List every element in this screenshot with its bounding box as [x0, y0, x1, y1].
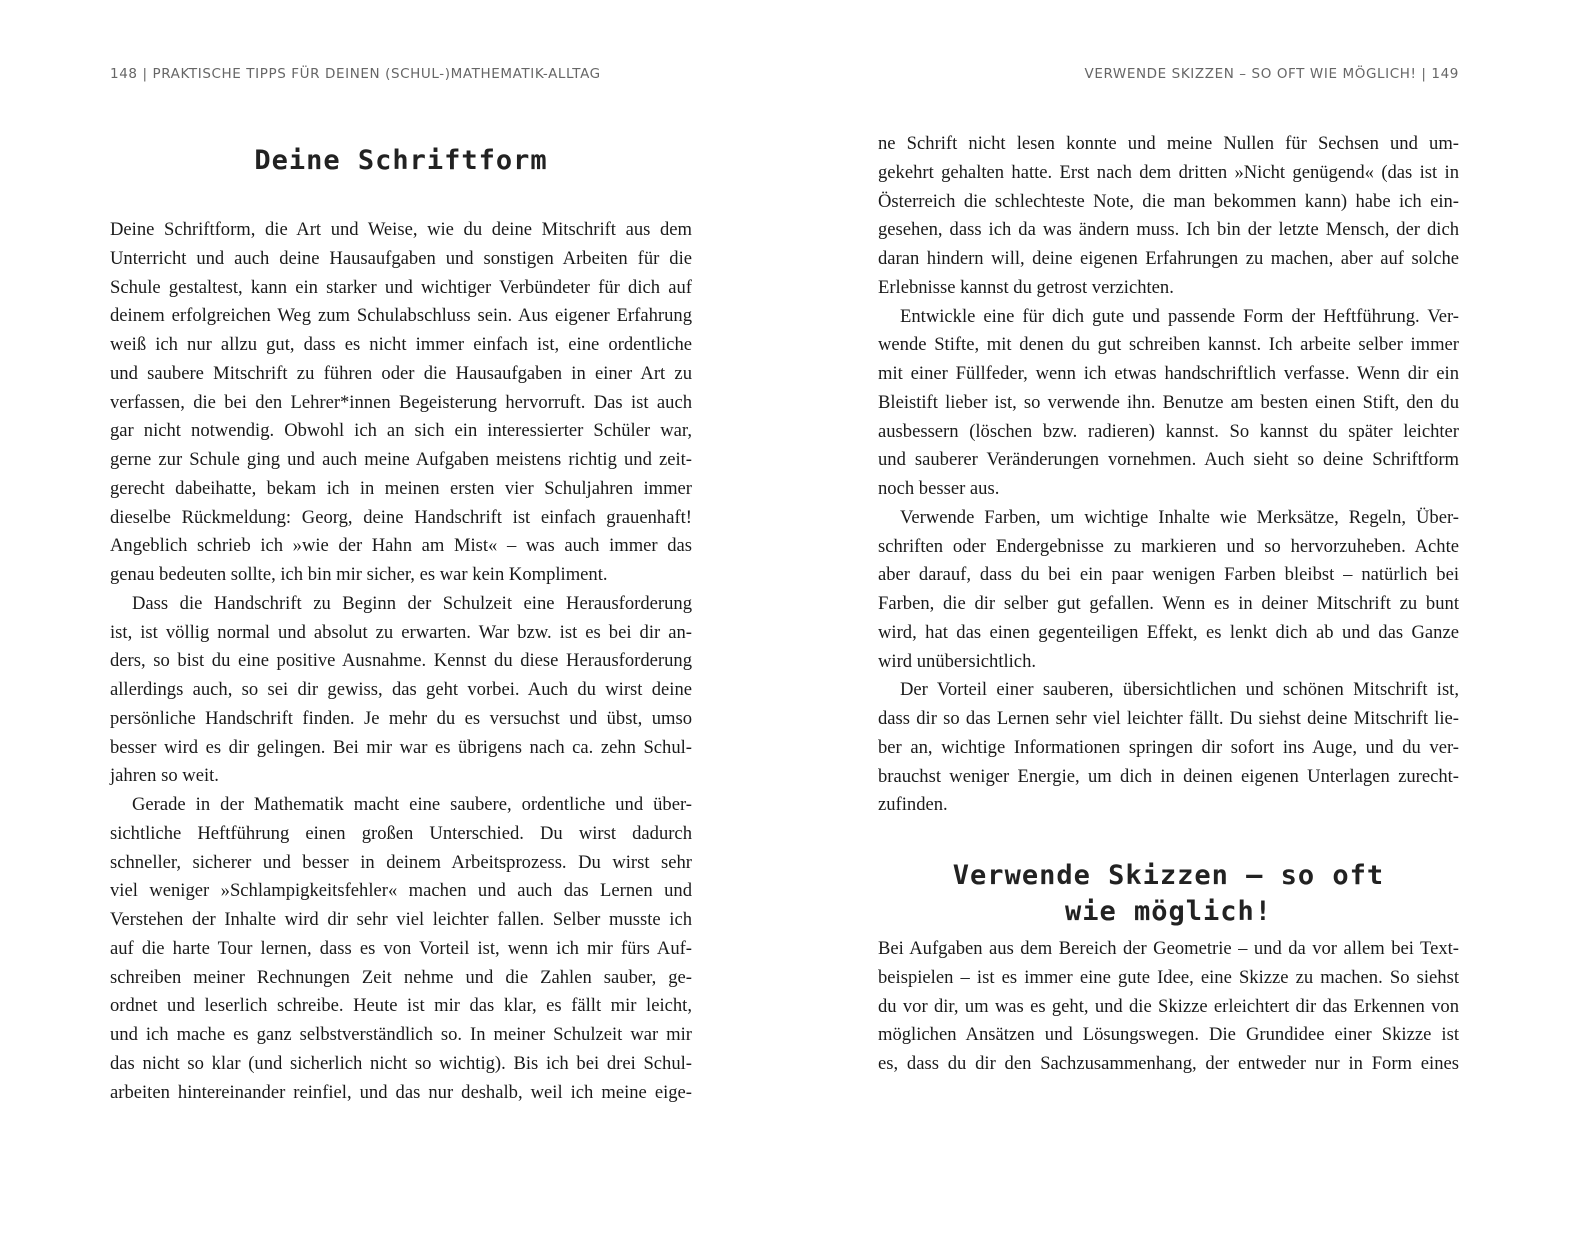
section-heading-skizzen	[878, 858, 1459, 930]
text-line: Unterricht und auch deine Hausaufgaben und sonstigen Arbeiten für die	[110, 247, 692, 269]
text-line: viel weniger »Schlampigkeitsfehler« machen und auch das Lernen und	[110, 880, 692, 902]
text-line: und ich mache es ganz selbstverständlich so. In meiner Schulzeit war mir	[110, 1024, 692, 1045]
text-line: noch besser aus.	[878, 478, 1000, 499]
text-line: wird unübersichtlich.	[878, 650, 1037, 672]
text-line: Der Vorteil einer sauberen, übersichtlichen und schönen Mitschrift ist,	[900, 679, 1459, 701]
section-heading-schriftform: Deine Schriftform	[254, 145, 548, 176]
text-line: ders, so bist du eine positive Ausnahme. Kennst du diese Herausforderung	[110, 650, 692, 672]
running-head-left: 148 | PRAKTISCHE TIPPS FÜR DEINEN (SCHUL-)MATHEMATIK-ALLTAG	[110, 66, 601, 82]
text-line: und sauberer Veränderungen vornehmen. Auch sieht so deine Schriftform	[878, 449, 1459, 471]
text-line: möglichen Ansätzen und Lösungswegen. Die Grundidee einer Skizze ist	[878, 1024, 1459, 1046]
text-line: weiß ich nur allzu gut, dass es nicht immer einfach ist, eine ordentliche	[110, 334, 692, 355]
text-line: Bei Aufgaben aus dem Bereich der Geometrie – und da vor allem bei Text-	[878, 938, 1459, 959]
text-line: Verwende Farben, um wichtige Inhalte wie Merksätze, Regeln, Über-	[900, 506, 1459, 528]
text-line: wird, hat das einen gegenteiligen Effekt, es lenkt dich ab und das Ganze	[878, 621, 1459, 643]
text-line: Bleistift lieber ist, so verwende ihn. Benutze am besten einen Stift, den du	[878, 391, 1459, 413]
paragraph	[878, 130, 1459, 303]
text-line: ber an, wichtige Informationen springen dir sofort ins Auge, und du ver-	[878, 736, 1459, 758]
running-head-right: VERWENDE SKIZZEN – SO OFT WIE MÖGLICH! | 149	[1084, 66, 1459, 82]
text-line: daran hindern will, deine eigenen Erfahrungen zu machen, aber auf solche	[878, 248, 1459, 269]
paragraph	[110, 590, 692, 791]
text-line: jahren so weit.	[110, 765, 219, 787]
text-line: verfassen, die bei den Lehrer*innen Begeisterung hervorruft. Das ist auch	[110, 391, 692, 413]
text-line: schneller, sicherer und besser in deinem Arbeitsprozess. Du wirst sehr	[110, 851, 692, 873]
text-line: Gerade in der Mathematik macht eine saubere, ordentliche und über-	[132, 794, 692, 815]
text-line: Erlebnisse kannst du getrost verzichten.	[878, 276, 1174, 298]
text-line: gar nicht notwendig. Obwohl ich an sich ein interessierter Schüler war,	[110, 420, 692, 442]
text-line: aber darauf, dass du bei ein paar wenigen Farben bleibst – natürlich bei	[878, 564, 1459, 586]
text-line: arbeiten hintereinander reinfiel, und das nur deshalb, weil ich meine eige-	[110, 1081, 692, 1103]
text-line: Entwickle eine für dich gute und passende Form der Heftführung. Ver-	[900, 305, 1459, 327]
text-line: es, dass du dir den Sachzusammenhang, der entweder nur in Form eines	[878, 1053, 1459, 1074]
text-line: Verstehen der Inhalte wird dir sehr viel leichter fallen. Selber musste ich	[110, 909, 692, 930]
text-line: mit einer Füllfeder, wenn ich etwas handschriftlich verfasse. Wenn dir ein	[878, 363, 1459, 384]
text-line: Österreich die schlechteste Note, die man bekommen kann) habe ich ein-	[878, 190, 1459, 212]
text-line: wende Stifte, mit denen du gut schreiben kannst. Ich arbeite selber immer	[878, 334, 1459, 356]
paragraph	[878, 676, 1459, 820]
text-line: Angeblich schrieb ich »wie der Hahn am Mist« – was auch immer das	[110, 535, 692, 557]
paragraph	[878, 504, 1459, 677]
text-line: dass dir so das Lernen sehr viel leichter fällt. Du siehst deine Mitschrift lie-	[878, 708, 1459, 729]
heading-line: wie möglich!	[1064, 896, 1273, 927]
paragraph	[878, 935, 1459, 1079]
text-line: Schule gestaltest, kann ein starker und wichtiger Verbündeter für dich auf	[110, 276, 692, 298]
paragraph	[110, 216, 692, 590]
paragraph	[110, 791, 692, 1107]
text-line: genau bedeuten sollte, ich bin mir sicher, es war kein Kompliment.	[110, 564, 608, 585]
text-line: besser wird es dir gelingen. Bei mir war es übrigens nach ca. zehn Schul-	[110, 736, 692, 758]
text-line: schreiben meiner Rechnungen Zeit nehme und die Zahlen sauber, ge-	[110, 966, 692, 988]
text-line: brauchst weniger Energie, um dich in deinen eigenen Unterlagen zurecht-	[878, 765, 1459, 787]
left-page-body	[110, 216, 692, 1107]
text-line: beispielen – ist es immer eine gute Idee, eine Skizze zu machen. So siehst	[878, 966, 1459, 988]
text-line: und saubere Mitschrift zu führen oder die Hausaufgaben in einer Art zu	[110, 362, 692, 384]
text-line: zufinden.	[878, 794, 948, 816]
text-line: du vor dir, um was es geht, und die Skizze erleichtert dir das Erkennen von	[878, 995, 1459, 1017]
heading-line: Verwende Skizzen – so oft	[952, 860, 1385, 891]
text-line: Dass die Handschrift zu Beginn der Schulzeit eine Herausforderung	[132, 592, 692, 614]
text-line: auf die harte Tour lernen, dass es von Vorteil ist, wenn ich mir fürs Auf-	[110, 937, 692, 959]
text-line: ist, ist völlig normal und absolut zu erwarten. War bzw. ist es bei dir an-	[110, 621, 692, 643]
text-line: Deine Schriftform, die Art und Weise, wie du deine Mitschrift aus dem	[110, 219, 692, 240]
text-line: dieselbe Rückmeldung: Georg, deine Handschrift ist einfach grauenhaft!	[110, 506, 692, 528]
right-page-body	[878, 130, 1459, 1079]
text-line: das nicht so klar (und sicherlich nicht so wichtig). Bis ich bei drei Schul-	[110, 1052, 692, 1074]
text-line: gesehen, dass ich da was ändern muss. Ich bin der letzte Mensch, der dich	[878, 219, 1459, 241]
text-line: gerne zur Schule ging und auch meine Aufgaben meistens richtig und zeit-	[110, 449, 692, 470]
text-line: gekehrt gehalten hatte. Erst nach dem dritten »Nicht genügend« (das ist in	[878, 161, 1459, 183]
text-line: gerecht dabeihatte, bekam ich in meinen ersten vier Schuljahren immer	[110, 477, 692, 499]
text-line: Farben, die dir selber gut gefallen. Wenn es in deiner Mitschrift zu bunt	[878, 593, 1459, 614]
text-line: persönliche Handschrift finden. Je mehr du es versuchst und übst, umso	[110, 707, 692, 729]
text-line: schriften oder Endergebnisse zu markieren und so hervorzuheben. Achte	[878, 535, 1459, 557]
paragraph	[878, 303, 1459, 504]
text-line: ne Schrift nicht lesen konnte und meine Nullen für Sechsen und um-	[878, 133, 1459, 154]
text-line: ordnet und leserlich schreibe. Heute ist mir das klar, es fällt mir leicht,	[110, 995, 692, 1017]
text-line: allerdings auch, so sei dir gewiss, das geht vorbei. Auch du wirst deine	[110, 679, 692, 700]
text-line: ausbessern (löschen bzw. radieren) kannst. So kannst du später leichter	[878, 420, 1459, 442]
text-line: deinem erfolgreichen Weg zum Schulabschluss sein. Aus eigener Erfahrung	[110, 305, 692, 327]
text-line: sichtliche Heftführung einen großen Unterschied. Du wirst dadurch	[110, 822, 692, 844]
